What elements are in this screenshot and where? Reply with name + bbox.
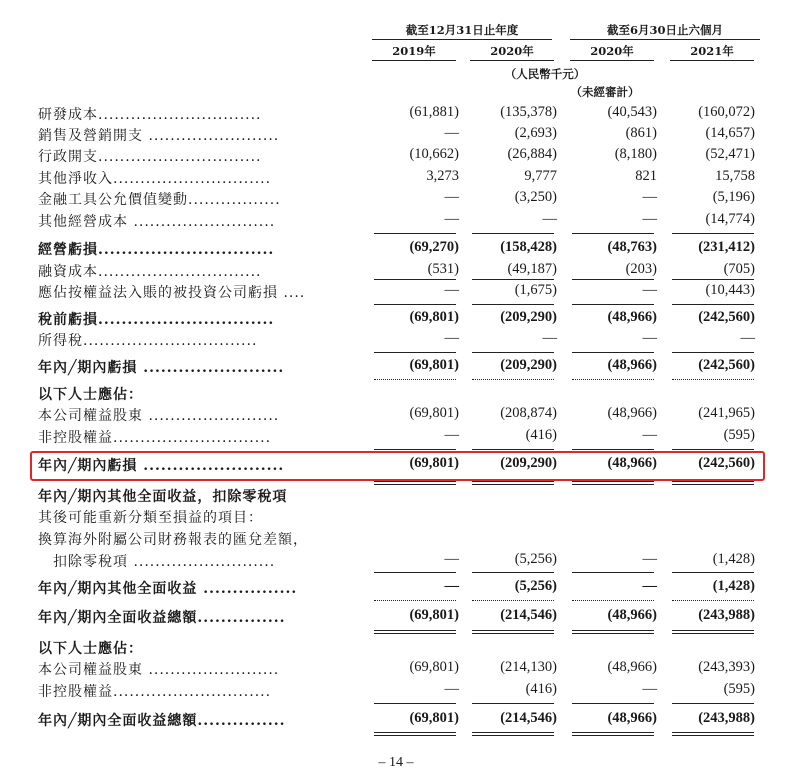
header-rule-halfyear <box>570 39 760 40</box>
column-rule <box>672 703 754 704</box>
header-year-2020b: 2020年 <box>590 44 634 58</box>
row-value-col2: (48,966) <box>607 405 657 421</box>
table-row <box>38 168 758 189</box>
row-value-col0: (69,801) <box>409 309 459 325</box>
row-value-col3: (243,988) <box>698 710 755 726</box>
page-number: – 14 – <box>378 755 414 770</box>
column-rule <box>672 279 754 280</box>
row-value-col2: — <box>642 189 657 205</box>
column-rule <box>374 600 456 601</box>
row-value-col3: (160,072) <box>698 104 755 120</box>
row-value-col1: (3,250) <box>514 189 557 205</box>
column-rule <box>374 379 456 380</box>
row-value-col2: (48,966) <box>607 607 657 623</box>
column-rule <box>472 279 554 280</box>
row-value-col3: (5,196) <box>712 189 755 205</box>
row-value-col1: (5,256) <box>514 551 557 567</box>
row-value-col2: — <box>642 578 657 594</box>
header-year-rule-3 <box>670 60 754 61</box>
table-row <box>38 427 758 448</box>
table-row <box>38 211 758 232</box>
column-rule <box>572 352 654 353</box>
row-label: 經營虧損.............................. <box>38 242 275 258</box>
table-row <box>38 486 758 507</box>
column-rule <box>374 572 456 573</box>
row-label: 以下人士應佔： <box>38 641 143 657</box>
row-value-col1: (26,884) <box>507 146 557 162</box>
row-value-col1: (158,428) <box>500 239 557 255</box>
table-row <box>38 405 758 426</box>
row-value-col1: (214,130) <box>500 659 557 675</box>
row-value-col2: (48,966) <box>607 357 657 373</box>
row-value-col0: — <box>444 125 459 141</box>
row-value-col3: (14,774) <box>705 211 755 227</box>
row-value-col2: — <box>642 681 657 697</box>
header-year-2021: 2021年 <box>690 44 734 58</box>
row-value-col1: (135,378) <box>500 104 557 120</box>
row-label: 非控股權益............................. <box>38 430 272 446</box>
column-rule <box>472 233 554 234</box>
row-value-col3: (243,988) <box>698 607 755 623</box>
row-value-col1: (49,187) <box>507 261 557 277</box>
row-value-col3: (242,560) <box>698 357 755 373</box>
row-value-col1: (209,290) <box>500 309 557 325</box>
row-label: 其後可能重新分類至損益的項目： <box>38 510 263 526</box>
column-rule <box>572 304 654 305</box>
table-row <box>38 282 758 303</box>
column-rule <box>374 279 456 280</box>
row-value-col3: (595) <box>723 681 755 697</box>
table-row <box>38 578 758 599</box>
column-rule <box>472 449 554 450</box>
table-row <box>38 384 758 405</box>
column-rule <box>672 379 754 380</box>
table-row <box>38 104 758 125</box>
row-value-col2: — <box>642 427 657 443</box>
row-value-col0: (69,801) <box>409 607 459 623</box>
row-value-col3: (1,428) <box>712 578 755 594</box>
row-label: 年內╱期內其他全面收益 ................ <box>38 581 298 597</box>
table-row <box>38 681 758 702</box>
column-rule <box>572 732 654 736</box>
row-value-col0: (61,881) <box>409 104 459 120</box>
table-row <box>38 507 758 528</box>
row-value-col3: (1,428) <box>712 551 755 567</box>
row-value-col3: (705) <box>723 261 755 277</box>
table-row <box>38 189 758 210</box>
row-value-col3: (241,965) <box>698 405 755 421</box>
row-value-col3: (243,393) <box>698 659 755 675</box>
row-value-col2: (861) <box>625 125 657 141</box>
column-rule <box>672 304 754 305</box>
row-value-col3: (52,471) <box>705 146 755 162</box>
highlight-box <box>30 451 765 481</box>
row-value-col3: (595) <box>723 427 755 443</box>
table-row <box>38 239 758 260</box>
header-year-rule-1 <box>470 60 554 61</box>
column-rule <box>572 379 654 380</box>
row-label: 年內╱期內其他全面收益，扣除零稅項 <box>38 489 288 505</box>
row-value-col0: — <box>444 578 459 594</box>
row-label: 其他經營成本 .......................... <box>38 214 276 230</box>
column-rule <box>572 279 654 280</box>
header-group-annual: 截至12月31日止年度 <box>405 23 519 37</box>
row-label: 年內╱期內虧損 ........................ <box>38 458 285 474</box>
row-value-col1: (2,693) <box>514 125 557 141</box>
row-value-col1: 9,777 <box>524 168 557 184</box>
header-rule-annual <box>372 39 552 40</box>
row-label: 年內╱期內全面收益總額............... <box>38 610 286 626</box>
column-rule <box>472 352 554 353</box>
column-rule <box>672 572 754 573</box>
row-value-col2: (48,966) <box>607 710 657 726</box>
table-row <box>38 659 758 680</box>
table-row <box>38 638 758 659</box>
column-rule <box>472 600 554 601</box>
column-rule <box>572 449 654 450</box>
row-value-col0: — <box>444 551 459 567</box>
row-value-col2: — <box>642 330 657 346</box>
table-row <box>38 529 758 550</box>
row-value-col0: (10,662) <box>409 146 459 162</box>
row-label: 稅前虧損.............................. <box>38 312 275 328</box>
row-value-col1: (1,675) <box>514 282 557 298</box>
column-rule <box>672 630 754 634</box>
column-rule <box>572 233 654 234</box>
row-value-col0: — <box>444 427 459 443</box>
column-rule <box>472 703 554 704</box>
row-value-col2: (8,180) <box>614 146 657 162</box>
row-value-col1: — <box>542 330 557 346</box>
row-value-col0: (69,801) <box>409 405 459 421</box>
row-value-col0: (69,801) <box>409 455 459 471</box>
row-value-col3: — <box>740 330 755 346</box>
row-label: 融資成本.............................. <box>38 264 262 280</box>
row-value-col0: (69,801) <box>409 357 459 373</box>
table-row <box>38 309 758 330</box>
table-row <box>38 330 758 351</box>
row-value-col2: (40,543) <box>607 104 657 120</box>
table-row <box>38 125 758 146</box>
column-rule <box>572 703 654 704</box>
column-rule <box>374 233 456 234</box>
column-rule <box>672 732 754 736</box>
header-year-rule-0 <box>372 60 456 61</box>
row-value-col1: (416) <box>525 681 557 697</box>
column-rule <box>672 481 754 485</box>
row-value-col0: — <box>444 681 459 697</box>
column-rule <box>572 600 654 601</box>
header-year-2020a: 2020年 <box>490 44 534 58</box>
column-rule <box>472 304 554 305</box>
header-year-rule-2 <box>570 60 654 61</box>
row-value-col2: (48,966) <box>607 659 657 675</box>
row-label: 以下人士應佔： <box>38 387 143 403</box>
column-rule <box>572 481 654 485</box>
header-group-halfyear: 截至6月30日止六個月 <box>606 23 723 37</box>
column-rule <box>374 304 456 305</box>
table-row <box>38 357 758 378</box>
table-row <box>38 710 758 731</box>
row-value-col2: (48,966) <box>607 309 657 325</box>
row-value-col0: (531) <box>427 261 459 277</box>
row-value-col0: (69,270) <box>409 239 459 255</box>
column-rule <box>472 379 554 380</box>
column-rule <box>374 352 456 353</box>
column-rule <box>472 572 554 573</box>
row-value-col0: — <box>444 211 459 227</box>
row-label: 行政開支.............................. <box>38 149 262 165</box>
row-value-col1: (416) <box>525 427 557 443</box>
column-rule <box>672 449 754 450</box>
column-rule <box>672 233 754 234</box>
row-value-col3: (231,412) <box>698 239 755 255</box>
row-value-col1: (5,256) <box>514 578 557 594</box>
row-label: 本公司權益股東 ........................ <box>38 662 280 678</box>
row-value-col3: (14,657) <box>705 125 755 141</box>
row-value-col0: (69,801) <box>409 710 459 726</box>
row-label: 所得稅................................ <box>38 333 258 349</box>
row-value-col1: — <box>542 211 557 227</box>
row-value-col2: (203) <box>625 261 657 277</box>
row-value-col3: (242,560) <box>698 309 755 325</box>
column-rule <box>374 732 456 736</box>
table-row <box>38 146 758 167</box>
row-label: 研發成本.............................. <box>38 107 262 123</box>
column-rule <box>672 600 754 601</box>
row-label: 年內╱期內虧損 ........................ <box>38 360 285 376</box>
row-label: 其他淨收入............................. <box>38 171 272 187</box>
row-label: 扣除零稅項 .......................... <box>38 554 276 570</box>
header-currency: （人民幣千元） <box>504 67 586 81</box>
column-rule <box>374 449 456 450</box>
row-value-col2: (48,763) <box>607 239 657 255</box>
column-rule <box>572 572 654 573</box>
row-value-col0: — <box>444 189 459 205</box>
column-rule <box>572 630 654 634</box>
column-rule <box>672 352 754 353</box>
row-value-col1: (214,546) <box>500 607 557 623</box>
column-rule <box>374 703 456 704</box>
row-value-col2: — <box>642 551 657 567</box>
row-value-col0: — <box>444 282 459 298</box>
row-label: 銷售及營銷開支 ........................ <box>38 128 280 144</box>
row-value-col1: (209,290) <box>500 455 557 471</box>
row-label: 本公司權益股東 ........................ <box>38 408 280 424</box>
row-value-col3: (242,560) <box>698 455 755 471</box>
header-unaudited: （未經審計） <box>570 85 640 99</box>
row-label: 非控股權益............................. <box>38 684 272 700</box>
row-value-col1: (208,874) <box>500 405 557 421</box>
row-value-col2: 821 <box>635 168 657 184</box>
row-label: 年內╱期內全面收益總額............... <box>38 713 286 729</box>
row-value-col0: (69,801) <box>409 659 459 675</box>
row-value-col3: (10,443) <box>705 282 755 298</box>
column-rule <box>472 732 554 736</box>
row-label: 金融工具公允價值變動................. <box>38 192 281 208</box>
table-row <box>38 551 758 572</box>
row-label: 應佔按權益法入賬的被投資公司虧損 .... <box>38 285 306 301</box>
row-value-col2: (48,966) <box>607 455 657 471</box>
row-value-col0: 3,273 <box>426 168 459 184</box>
row-value-col1: (214,546) <box>500 710 557 726</box>
column-rule <box>472 481 554 485</box>
row-value-col0: — <box>444 330 459 346</box>
row-value-col2: — <box>642 282 657 298</box>
row-value-col2: — <box>642 211 657 227</box>
table-row <box>38 607 758 628</box>
row-value-col1: (209,290) <box>500 357 557 373</box>
row-label: 換算海外附屬公司財務報表的匯兌差額， <box>38 532 308 548</box>
column-rule <box>374 630 456 634</box>
row-value-col3: 15,758 <box>715 168 755 184</box>
column-rule <box>472 630 554 634</box>
header-year-2019: 2019年 <box>392 44 436 58</box>
column-rule <box>374 481 456 485</box>
